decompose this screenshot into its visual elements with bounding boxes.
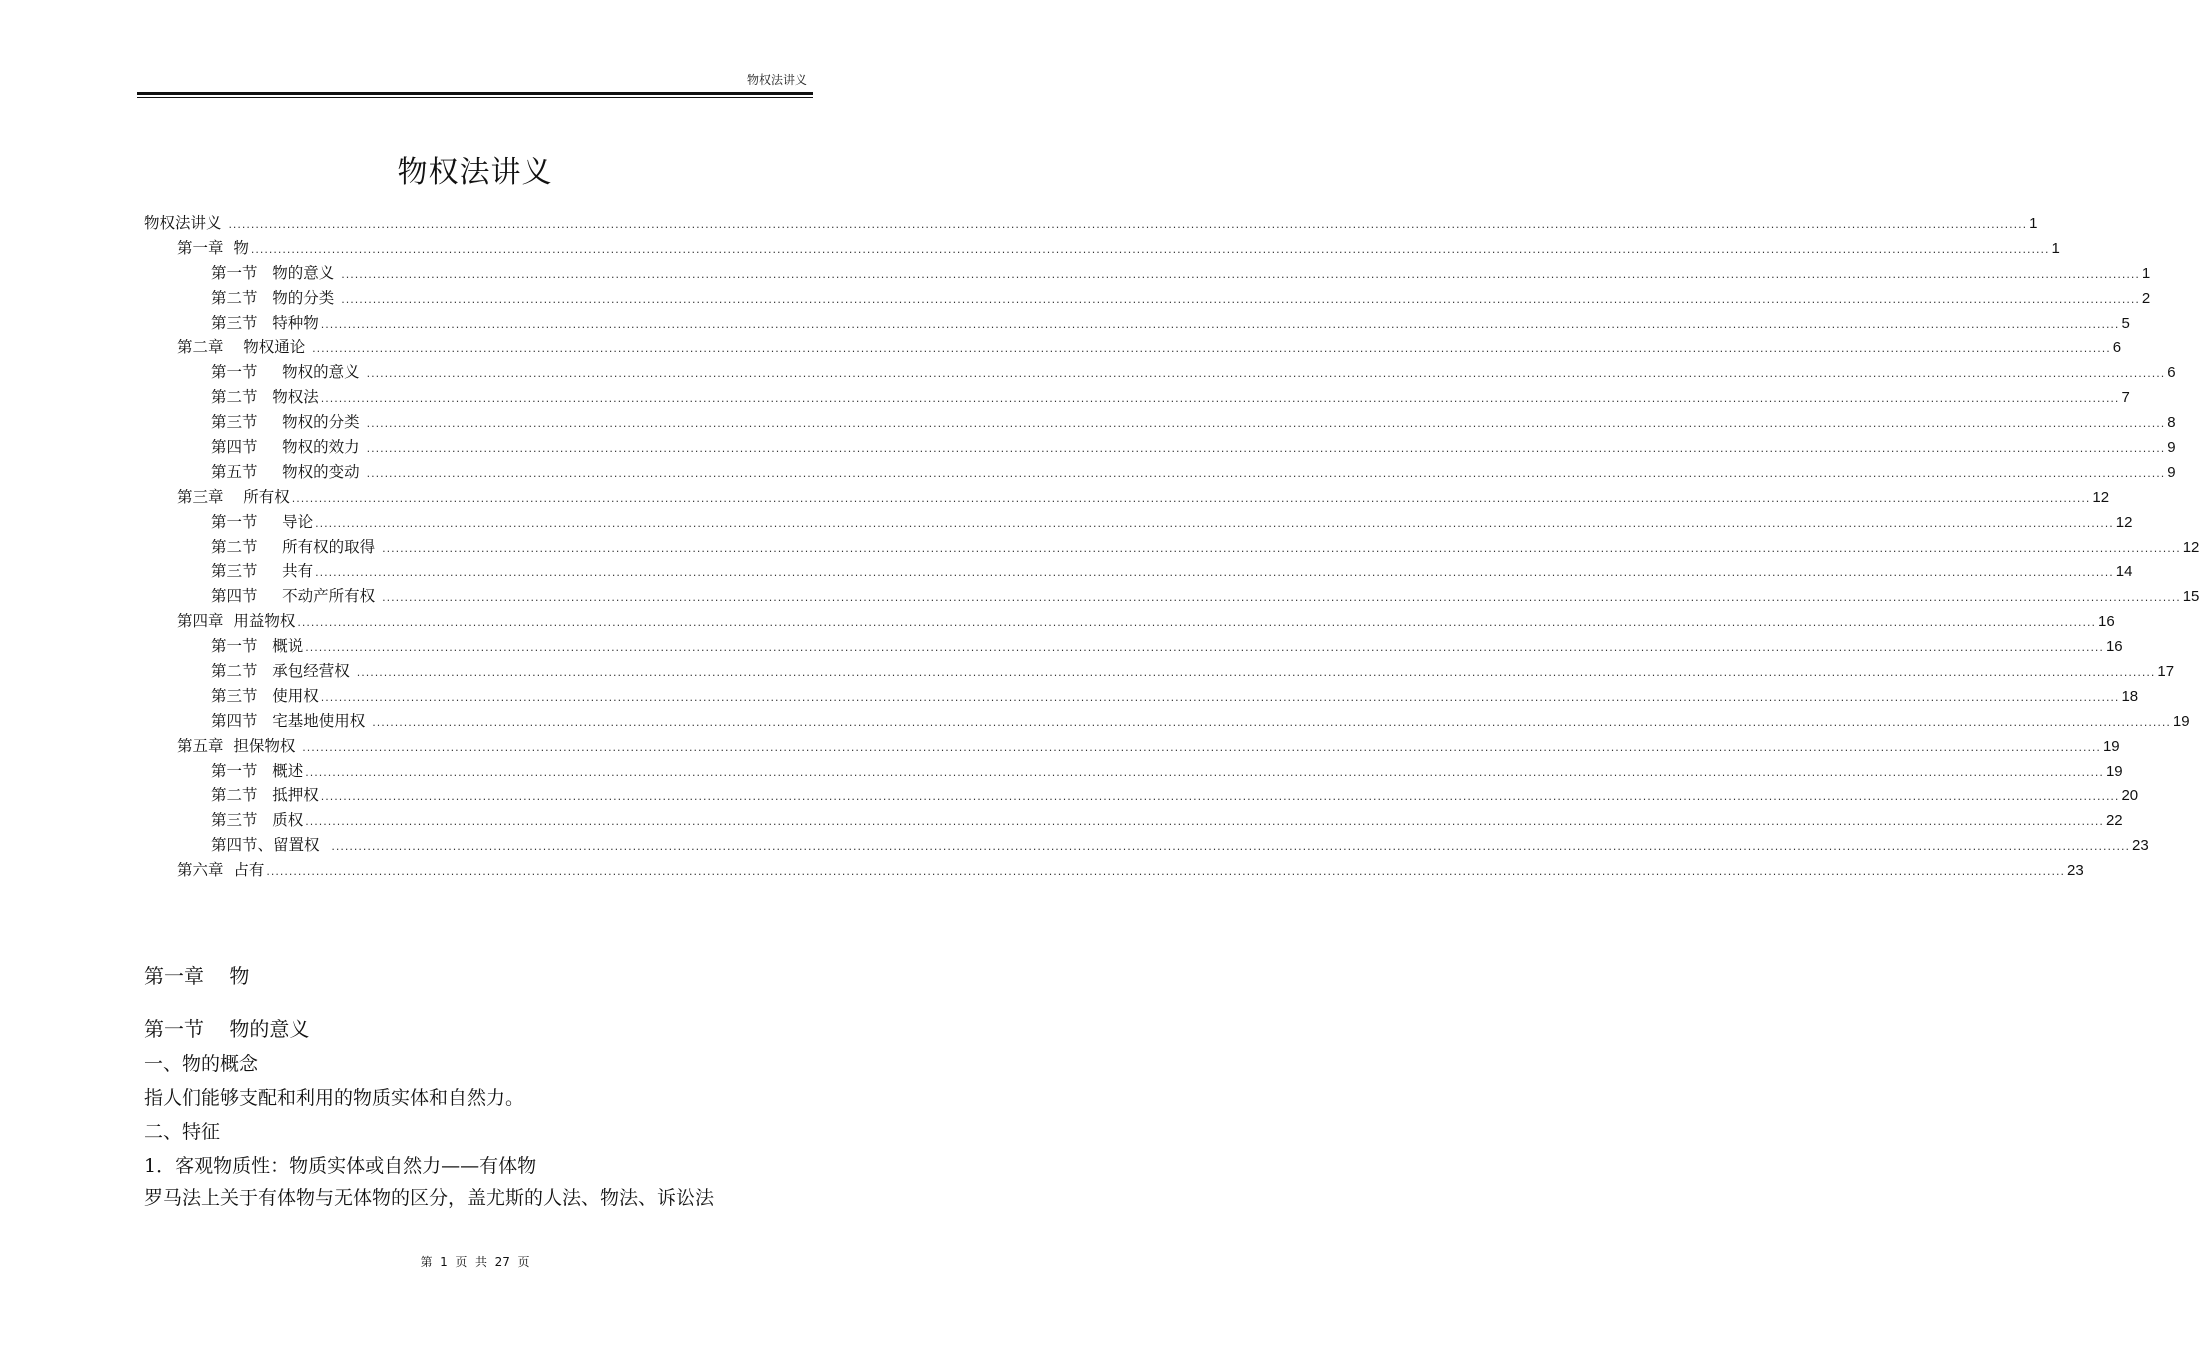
toc-dot-leader: ................................................................................................................................................................................................................................................................................................................................................................................................................ bbox=[305, 641, 2104, 655]
toc-page-number: 17 bbox=[2157, 663, 2175, 681]
toc-page-number: 16 bbox=[2105, 638, 2123, 656]
toc-entry[interactable] bbox=[144, 559, 2133, 584]
toc-entry-title: 第一节 导论 bbox=[211, 512, 314, 531]
table-of-contents bbox=[144, 211, 2199, 883]
toc-dot-leader: ................................................................................................................................................................................................................................................................................................................................................................................................................ bbox=[297, 616, 2096, 630]
toc-dot-leader: ................................................................................................................................................................................................................................................................................................................................................................................................................ bbox=[228, 218, 2028, 231]
toc-entry[interactable] bbox=[144, 261, 2151, 286]
toc-entry-title: 第二节 抵押权 bbox=[211, 786, 319, 805]
toc-page-number: 22 bbox=[2105, 812, 2123, 830]
toc-dot-leader: ................................................................................................................................................................................................................................................................................................................................................................................................................ bbox=[266, 865, 2065, 879]
toc-entry-title: 第六章 占有 bbox=[177, 861, 265, 880]
toc-entry-title: 第一章 物 bbox=[177, 238, 249, 257]
toc-entry-title: 第三节 使用权 bbox=[211, 686, 319, 705]
toc-entry[interactable] bbox=[144, 311, 2130, 336]
toc-dot-leader: ................................................................................................................................................................................................................................................................................................................................................................................................................ bbox=[250, 242, 2050, 256]
toc-entry-title: 第三节 特种物 bbox=[211, 313, 319, 332]
toc-dot-leader: ................................................................................................................................................................................................................................................................................................................................................................................................................ bbox=[382, 541, 2181, 555]
toc-entry-title: 第四节 宅基地使用权 bbox=[211, 711, 371, 730]
toc-dot-leader: ................................................................................................................................................................................................................................................................................................................................................................................................................ bbox=[315, 516, 2114, 530]
toc-entry-title: 第四节 不动产所有权 bbox=[211, 587, 381, 606]
toc-entry-title: 第四章 用益物权 bbox=[177, 612, 296, 631]
toc-dot-leader: ................................................................................................................................................................................................................................................................................................................................................................................................................ bbox=[341, 267, 2140, 281]
toc-dot-leader: ................................................................................................................................................................................................................................................................................................................................................................................................................ bbox=[366, 367, 2166, 381]
section-heading: 第一节 物的意义 bbox=[144, 1017, 310, 1041]
toc-entry[interactable] bbox=[144, 435, 2176, 460]
toc-entry[interactable] bbox=[144, 535, 2199, 560]
toc-entry-title: 第二节 所有权的取得 bbox=[211, 537, 381, 556]
toc-page-number: 19 bbox=[2102, 737, 2120, 755]
toc-dot-leader: ................................................................................................................................................................................................................................................................................................................................................................................................................ bbox=[312, 342, 2111, 356]
toc-dot-leader: ................................................................................................................................................................................................................................................................................................................................................................................................................ bbox=[341, 292, 2140, 306]
toc-entry-title: 第五节 物权的变动 bbox=[211, 462, 365, 481]
body-line: 1．客观物质性：物质实体或自然力——有体物 bbox=[144, 1155, 537, 1177]
toc-entry-title: 物权法讲义 bbox=[144, 214, 227, 232]
toc-entry-title: 第一节 概说 bbox=[211, 637, 304, 656]
toc-entry-title: 第二节 物权法 bbox=[211, 388, 319, 407]
toc-page-number: 18 bbox=[2121, 687, 2139, 705]
toc-entry[interactable] bbox=[144, 684, 2139, 709]
toc-page-number: 16 bbox=[2098, 613, 2115, 631]
toc-entry-title: 第四节、留置权 bbox=[211, 836, 330, 855]
page-footer: 第 1 页 共 27 页 bbox=[420, 1255, 530, 1269]
toc-entry-title: 第一节 物的意义 bbox=[211, 263, 340, 282]
toc-page-number: 23 bbox=[2067, 862, 2084, 880]
toc-entry-title: 第二节 物的分类 bbox=[211, 288, 340, 307]
toc-entry[interactable] bbox=[144, 634, 2123, 659]
toc-page-number: 9 bbox=[2167, 463, 2176, 481]
body-line: 指人们能够支配和利用的物质实体和自然力。 bbox=[144, 1087, 525, 1109]
header-rule-thin bbox=[137, 97, 813, 98]
toc-dot-leader: ................................................................................................................................................................................................................................................................................................................................................................................................................ bbox=[315, 566, 2114, 580]
toc-page-number: 14 bbox=[2115, 563, 2133, 581]
toc-entry[interactable] bbox=[144, 510, 2133, 535]
toc-page-number: 9 bbox=[2167, 439, 2176, 457]
body-line: 一、物的概念 bbox=[144, 1053, 259, 1075]
toc-page-number: 6 bbox=[2167, 364, 2176, 382]
toc-dot-leader: ................................................................................................................................................................................................................................................................................................................................................................................................................ bbox=[320, 317, 2120, 331]
header-rule bbox=[137, 92, 813, 95]
toc-page-number: 7 bbox=[2121, 389, 2130, 407]
toc-entry-title: 第四节 物权的效力 bbox=[211, 438, 365, 457]
toc-dot-leader: ................................................................................................................................................................................................................................................................................................................................................................................................................ bbox=[320, 392, 2120, 406]
toc-entry-title: 第一节 概述 bbox=[211, 761, 304, 780]
toc-page-number: 19 bbox=[2105, 762, 2123, 780]
toc-entry-title: 第二节 承包经营权 bbox=[211, 662, 355, 681]
toc-entry[interactable] bbox=[144, 460, 2176, 485]
toc-entry[interactable] bbox=[144, 783, 2139, 808]
toc-dot-leader: ................................................................................................................................................................................................................................................................................................................................................................................................................ bbox=[372, 715, 2171, 729]
toc-dot-leader: ................................................................................................................................................................................................................................................................................................................................................................................................................ bbox=[331, 840, 2130, 854]
toc-entry[interactable] bbox=[144, 236, 2060, 261]
toc-page-number: 1 bbox=[2029, 215, 2038, 232]
toc-entry-title: 第五章 担保物权 bbox=[177, 736, 301, 755]
toc-entry[interactable] bbox=[144, 759, 2123, 784]
toc-dot-leader: ................................................................................................................................................................................................................................................................................................................................................................................................................ bbox=[382, 591, 2181, 605]
toc-entry[interactable] bbox=[144, 584, 2199, 609]
toc-page-number: 8 bbox=[2167, 414, 2176, 432]
toc-dot-leader: ................................................................................................................................................................................................................................................................................................................................................................................................................ bbox=[320, 690, 2120, 704]
toc-entry-title: 第三章 所有权 bbox=[177, 487, 290, 506]
toc-page-number: 20 bbox=[2121, 787, 2139, 805]
toc-entry-title: 第二章 物权通论 bbox=[177, 338, 311, 357]
toc-dot-leader: ................................................................................................................................................................................................................................................................................................................................................................................................................ bbox=[302, 740, 2101, 754]
toc-entry-title: 第三节 物权的分类 bbox=[211, 413, 365, 432]
toc-page-number: 2 bbox=[2141, 289, 2151, 307]
toc-page-number: 1 bbox=[2051, 239, 2060, 257]
toc-entry[interactable] bbox=[144, 335, 2122, 360]
toc-entry-title: 第三节 质权 bbox=[211, 811, 304, 830]
toc-entry[interactable] bbox=[144, 410, 2176, 435]
toc-dot-leader: ................................................................................................................................................................................................................................................................................................................................................................................................................ bbox=[320, 790, 2120, 804]
toc-page-number: 1 bbox=[2141, 264, 2151, 282]
toc-entry[interactable] bbox=[144, 211, 2038, 236]
toc-page-number: 23 bbox=[2132, 837, 2149, 855]
toc-entry[interactable] bbox=[144, 485, 2110, 510]
running-header: 物权法讲义 bbox=[746, 73, 807, 87]
toc-dot-leader: ................................................................................................................................................................................................................................................................................................................................................................................................................ bbox=[366, 417, 2166, 431]
toc-page-number: 6 bbox=[2112, 339, 2122, 357]
body-line: 二、特征 bbox=[144, 1121, 221, 1143]
toc-dot-leader: ................................................................................................................................................................................................................................................................................................................................................................................................................ bbox=[305, 815, 2104, 829]
document-title: 物权法讲义 bbox=[397, 155, 553, 190]
toc-page-number: 12 bbox=[2092, 488, 2110, 506]
toc-entry[interactable] bbox=[144, 833, 2149, 858]
toc-entry[interactable] bbox=[144, 286, 2151, 311]
toc-entry[interactable] bbox=[144, 360, 2176, 385]
toc-entry[interactable] bbox=[144, 709, 2190, 734]
toc-entry[interactable] bbox=[144, 385, 2130, 410]
toc-entry[interactable] bbox=[144, 734, 2120, 759]
toc-page-number: 12 bbox=[2115, 513, 2133, 531]
toc-entry[interactable] bbox=[144, 858, 2084, 883]
toc-dot-leader: ................................................................................................................................................................................................................................................................................................................................................................................................................ bbox=[291, 491, 2091, 505]
toc-dot-leader: ................................................................................................................................................................................................................................................................................................................................................................................................................ bbox=[305, 765, 2104, 779]
toc-dot-leader: ................................................................................................................................................................................................................................................................................................................................................................................................................ bbox=[366, 442, 2166, 456]
toc-dot-leader: ................................................................................................................................................................................................................................................................................................................................................................................................................ bbox=[356, 666, 2156, 680]
toc-entry[interactable] bbox=[144, 659, 2175, 684]
toc-page-number: 19 bbox=[2172, 712, 2190, 730]
toc-entry[interactable] bbox=[144, 609, 2115, 634]
toc-entry[interactable] bbox=[144, 808, 2123, 833]
body-line: 罗马法上关于有体物与无体物的区分，盖尤斯的人法、物法、诉讼法 bbox=[144, 1187, 715, 1209]
toc-page-number: 15 bbox=[2182, 588, 2199, 606]
toc-page-number: 5 bbox=[2121, 314, 2130, 332]
toc-dot-leader: ................................................................................................................................................................................................................................................................................................................................................................................................................ bbox=[366, 466, 2166, 480]
chapter-heading: 第一章 物 bbox=[144, 964, 250, 988]
toc-page-number: 12 bbox=[2182, 538, 2199, 556]
toc-entry-title: 第三节 共有 bbox=[211, 562, 314, 581]
toc-entry-title: 第一节 物权的意义 bbox=[211, 363, 365, 382]
